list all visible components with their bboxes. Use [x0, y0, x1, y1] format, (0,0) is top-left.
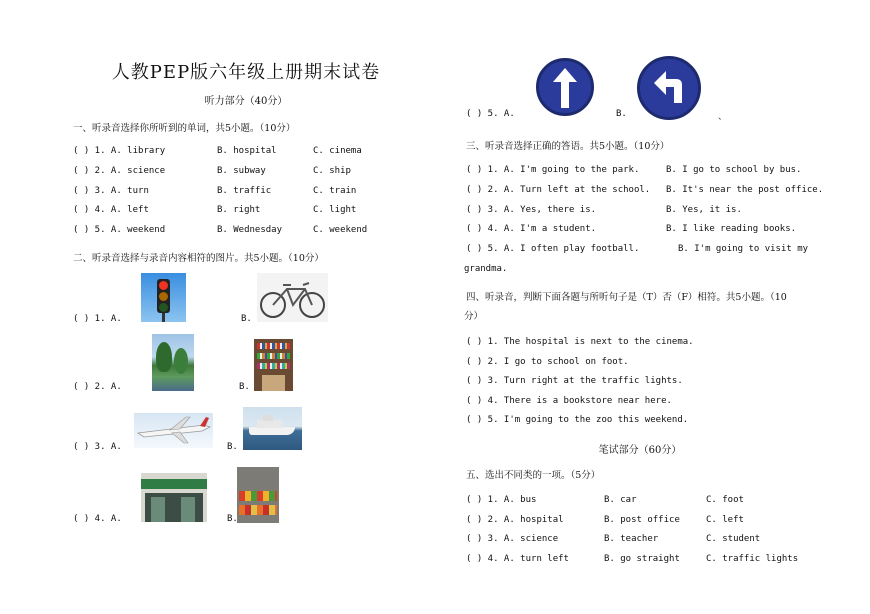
section-1-heading: 一、听录音选择你所听到的单词，共5小题。（10分）: [73, 123, 296, 134]
bank-image: [141, 473, 207, 522]
page-title: 人教PEP版六年级上册期末试卷: [111, 62, 381, 83]
turn-left-sign: [637, 56, 701, 120]
supermarket-image: [237, 467, 279, 523]
bicycle-icon: [257, 273, 328, 322]
section-5-heading: 五、选出不同类的一项。（5分）: [466, 470, 601, 481]
section-4-heading-cont: 分）: [464, 311, 484, 322]
plane-image: [134, 413, 213, 448]
plane-icon: [134, 413, 213, 448]
writing-header: 笔试部分（60分）: [598, 445, 682, 456]
park-image: [152, 334, 194, 391]
ship-image: [243, 407, 302, 450]
listening-header: 听力部分（40分）: [204, 96, 288, 107]
bicycle-image: [257, 273, 328, 322]
go-straight-sign: [536, 58, 594, 116]
arrow-up-icon: [539, 61, 591, 113]
traffic-light-image: [141, 273, 186, 322]
section-2-heading: 二、听录音选择与录音内容相符的图片。共5小题。（10分）: [73, 253, 324, 264]
bookstore-image: [254, 339, 293, 391]
section-3-heading: 三、听录音选择正确的答语。共5小题。（10分）: [466, 141, 670, 152]
section-4-heading: 四、听录音，判断下面各题与所听句子是（T）否（F）相符。共5小题。（10: [466, 292, 787, 303]
turn-left-arrow-icon: [640, 59, 698, 117]
